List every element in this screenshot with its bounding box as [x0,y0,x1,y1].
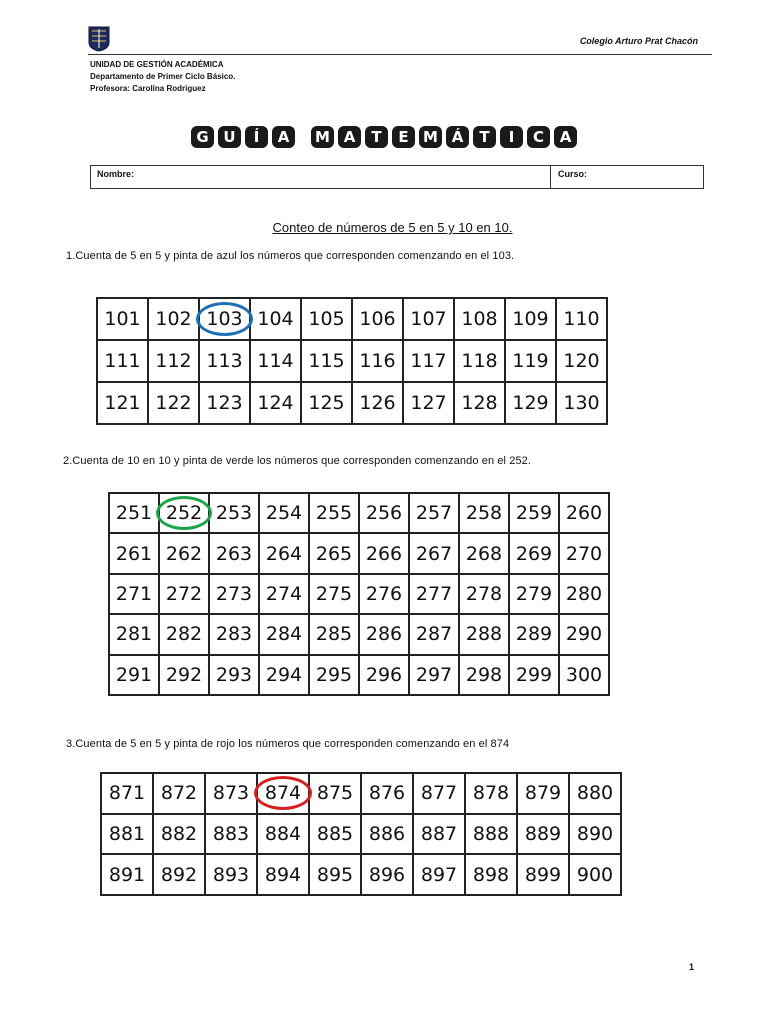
number-cell[interactable]: 280 [559,574,609,614]
number-cell[interactable]: 891 [101,854,153,895]
number-cell[interactable]: 883 [205,814,257,855]
number-cell[interactable]: 899 [517,854,569,895]
title-letter-tile: A [338,126,361,148]
title-letter-tile: I [500,126,523,148]
number-cell[interactable]: 294 [259,655,309,695]
name-field-label: Nombre: [97,169,135,179]
grid-row [109,655,609,695]
number-cell[interactable]: 255 [309,493,359,533]
number-cell[interactable]: 875 [309,773,361,814]
number-cell[interactable]: 270 [559,533,609,573]
number-cell[interactable]: 121 [97,382,148,424]
number-cell[interactable]: 889 [517,814,569,855]
number-cell[interactable]: 880 [569,773,621,814]
title-letter-tile: M [419,126,442,148]
number-cell[interactable]: 128 [454,382,505,424]
number-cell[interactable]: 888 [465,814,517,855]
number-cell[interactable]: 115 [301,340,352,382]
number-cell[interactable] [257,773,309,814]
number-cell[interactable]: 116 [352,340,403,382]
number-cell[interactable]: 123 [199,382,250,424]
number-cell[interactable]: 287 [409,614,459,654]
student-info-box [90,165,704,189]
number-cell[interactable]: 884 [257,814,309,855]
number-cell[interactable]: 102 [148,298,199,340]
page-number: 1 [688,962,694,972]
number-cell[interactable]: 110 [556,298,607,340]
number-cell[interactable]: 126 [352,382,403,424]
course-field-label: Curso: [558,169,587,179]
number-cell[interactable]: 295 [309,655,359,695]
unit-info [90,59,235,95]
exercise-2-instruction: 2.Cuenta de 10 en 10 y pinta de verde los números que corresponden comenzando en el 252. [63,455,532,467]
number-cell[interactable]: 290 [559,614,609,654]
number-cell[interactable] [199,298,250,340]
header-divider [88,54,712,55]
number-cell[interactable]: 281 [109,614,159,654]
number-cell[interactable]: 298 [459,655,509,695]
number-cell[interactable]: 299 [509,655,559,695]
number-cell[interactable]: 898 [465,854,517,895]
number-cell[interactable]: 107 [403,298,454,340]
number-cell[interactable]: 118 [454,340,505,382]
number-cell[interactable]: 269 [509,533,559,573]
number-cell[interactable]: 263 [209,533,259,573]
number-cell[interactable]: 109 [505,298,556,340]
exercise-3-number-grid [100,772,622,896]
number-cell[interactable]: 285 [309,614,359,654]
number-cell[interactable]: 882 [153,814,205,855]
number-cell[interactable]: 261 [109,533,159,573]
number-cell[interactable]: 101 [97,298,148,340]
grid-row [101,814,621,855]
number-cell[interactable]: 273 [209,574,259,614]
title-letter-tile: G [191,126,214,148]
highlight-circle [254,776,312,810]
number-cell[interactable]: 119 [505,340,556,382]
info-divider [550,166,551,188]
number-cell[interactable]: 258 [459,493,509,533]
grid-row [109,493,609,533]
number-cell[interactable]: 129 [505,382,556,424]
number-cell[interactable]: 114 [250,340,301,382]
number-cell[interactable]: 262 [159,533,209,573]
school-name: Colegio Arturo Prat Chacón [579,36,698,46]
title-letter-tile: M [311,126,334,148]
number-cell[interactable]: 300 [559,655,609,695]
number-cell[interactable]: 278 [459,574,509,614]
number-cell[interactable]: 111 [97,340,148,382]
number-cell[interactable]: 879 [517,773,569,814]
number-cell[interactable]: 125 [301,382,352,424]
school-crest-icon [88,26,110,52]
number-cell[interactable]: 272 [159,574,209,614]
number-cell[interactable]: 878 [465,773,517,814]
number-cell[interactable]: 260 [559,493,609,533]
exercise-1-number-grid [96,297,608,425]
number-cell[interactable]: 289 [509,614,559,654]
highlighted-number: 103 [200,308,249,330]
number-cell[interactable]: 112 [148,340,199,382]
grid-row [97,340,607,382]
number-cell[interactable]: 265 [309,533,359,573]
number-cell[interactable]: 253 [209,493,259,533]
number-cell[interactable]: 297 [409,655,459,695]
number-cell[interactable]: 885 [309,814,361,855]
number-cell[interactable]: 890 [569,814,621,855]
highlight-circle [196,302,253,336]
unit-name: UNIDAD DE GESTIÓN ACADÉMICA [90,60,224,69]
number-cell[interactable]: 292 [159,655,209,695]
number-cell[interactable]: 887 [413,814,465,855]
number-cell[interactable]: 900 [569,854,621,895]
highlight-circle [156,496,212,530]
grid-row [109,533,609,573]
number-cell[interactable]: 254 [259,493,309,533]
number-cell[interactable]: 896 [361,854,413,895]
number-cell[interactable]: 124 [250,382,301,424]
title-letter-tile: A [272,126,295,148]
number-cell[interactable]: 271 [109,574,159,614]
worksheet-subtitle: Conteo de números de 5 en 5 y 10 en 10. [272,220,513,235]
page-title [0,126,768,148]
exercise-1-instruction: 1.Cuenta de 5 en 5 y pinta de azul los números que corresponden comenzando en el 103. [66,250,515,262]
number-cell[interactable]: 108 [454,298,505,340]
title-letter-tile: Í [245,126,268,148]
number-cell[interactable]: 274 [259,574,309,614]
number-cell[interactable]: 122 [148,382,199,424]
title-letter-tile: E [392,126,415,148]
number-cell[interactable]: 872 [153,773,205,814]
number-cell[interactable]: 291 [109,655,159,695]
number-cell[interactable]: 105 [301,298,352,340]
grid-row [109,574,609,614]
number-cell[interactable]: 259 [509,493,559,533]
number-cell[interactable]: 117 [403,340,454,382]
number-cell[interactable]: 267 [409,533,459,573]
number-cell[interactable]: 275 [309,574,359,614]
number-cell[interactable]: 893 [205,854,257,895]
number-cell[interactable]: 871 [101,773,153,814]
number-cell[interactable]: 127 [403,382,454,424]
number-cell[interactable]: 113 [199,340,250,382]
title-word [189,126,297,148]
number-cell[interactable]: 881 [101,814,153,855]
number-cell[interactable]: 283 [209,614,259,654]
title-letter-tile: A [554,126,577,148]
title-word [309,126,579,148]
grid-row [101,773,621,814]
highlighted-number: 874 [258,782,308,804]
number-cell[interactable]: 288 [459,614,509,654]
grid-row [97,382,607,424]
number-cell[interactable]: 257 [409,493,459,533]
number-cell[interactable]: 266 [359,533,409,573]
title-letter-tile: T [365,126,388,148]
number-cell[interactable]: 106 [352,298,403,340]
number-cell[interactable]: 130 [556,382,607,424]
exercise-2-number-grid [108,492,610,696]
number-cell[interactable]: 286 [359,614,409,654]
number-cell[interactable]: 895 [309,854,361,895]
number-cell[interactable]: 873 [205,773,257,814]
title-letter-tile: Á [446,126,469,148]
title-letter-tile: T [473,126,496,148]
number-cell[interactable]: 296 [359,655,409,695]
highlighted-number: 252 [160,502,208,524]
grid-row [101,854,621,895]
number-cell[interactable] [159,493,209,533]
number-cell[interactable]: 282 [159,614,209,654]
number-cell[interactable]: 264 [259,533,309,573]
number-cell[interactable]: 104 [250,298,301,340]
number-cell[interactable]: 293 [209,655,259,695]
number-cell[interactable]: 886 [361,814,413,855]
number-cell[interactable]: 120 [556,340,607,382]
number-cell[interactable]: 284 [259,614,309,654]
number-cell[interactable]: 268 [459,533,509,573]
grid-row [97,298,607,340]
title-letter-tile: C [527,126,550,148]
teacher-name: Profesora: Carolina Rodriguez [90,84,206,93]
number-cell[interactable]: 256 [359,493,409,533]
number-cell[interactable]: 251 [109,493,159,533]
number-cell[interactable]: 279 [509,574,559,614]
number-cell[interactable]: 897 [413,854,465,895]
number-cell[interactable]: 877 [413,773,465,814]
number-cell[interactable]: 277 [409,574,459,614]
title-letter-tile: U [218,126,241,148]
number-cell[interactable]: 892 [153,854,205,895]
exercise-3-instruction: 3.Cuenta de 5 en 5 y pinta de rojo los números que corresponden comenzando en el 874 [66,738,510,750]
grid-row [109,614,609,654]
number-cell[interactable]: 876 [361,773,413,814]
department-name: Departamento de Primer Ciclo Básico. [90,72,236,81]
number-cell[interactable]: 276 [359,574,409,614]
number-cell[interactable]: 894 [257,854,309,895]
